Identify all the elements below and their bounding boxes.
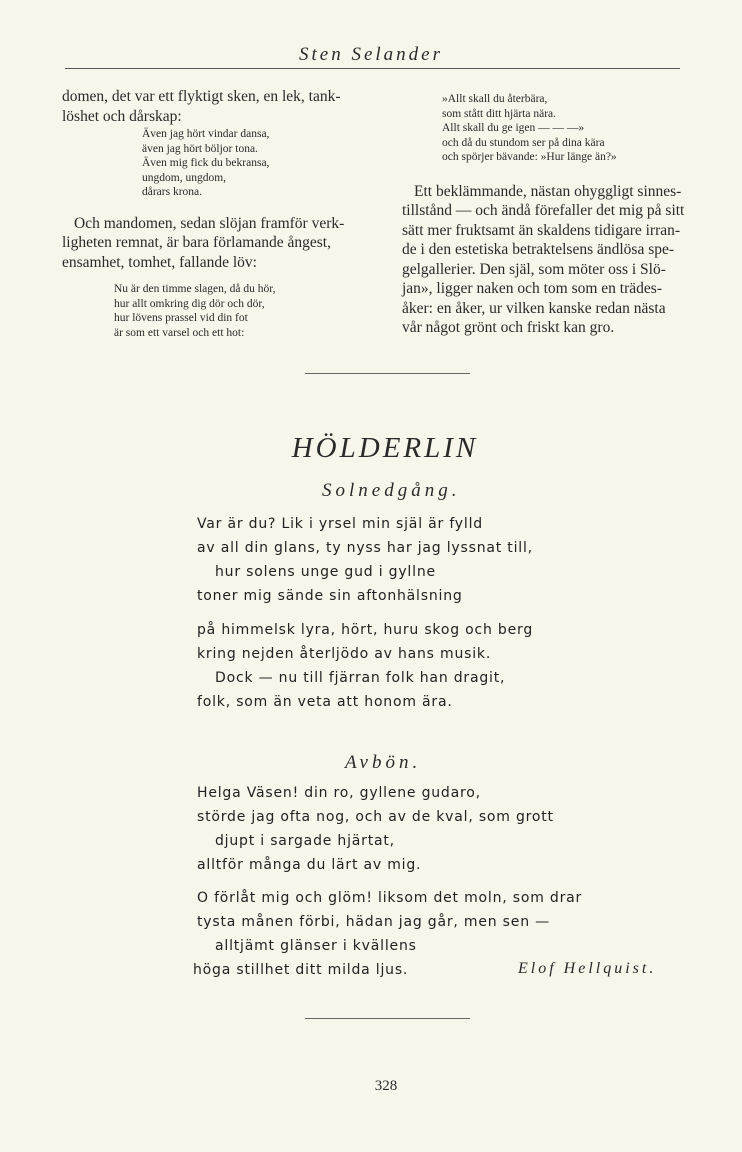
poem-line: alltför många du lärt av mig.: [197, 857, 422, 873]
verse-block: [142, 127, 387, 200]
poem-line: av all din glans, ty nyss har jag lyssnat till,: [197, 540, 533, 556]
verse-line: även jag hört böljor tona.: [142, 142, 258, 155]
text-line: vår något grönt och friskt kan gro.: [402, 319, 615, 336]
verse-block: [114, 282, 387, 340]
text-line: jan», ligger naken och tom som en trädes-: [402, 280, 662, 297]
poem-line: kring nejden återljödo av hans musik.: [197, 646, 492, 662]
text-line: löshet och dårskap:: [62, 107, 182, 125]
verse-line: Även mig fick du bekransa,: [142, 157, 270, 169]
poem-line: höga stillhet ditt milda ljus.: [193, 962, 409, 978]
poem-title: Solnedgång.: [322, 480, 461, 501]
poem-line: Dock — nu till fjärran folk han dragit,: [215, 670, 506, 686]
running-header: Sten Selander: [298, 44, 443, 65]
poem-line: folk, som än veta att honom ära.: [197, 694, 453, 710]
verse-line: som stått ditt hjärta nära.: [442, 107, 557, 120]
poem-line: O förlåt mig och glöm! liksom det moln, som drar: [197, 890, 583, 906]
text-line: Och mandomen, sedan slöjan framför verk-: [74, 214, 345, 232]
author-signature: Elof Hellquist.: [518, 960, 657, 977]
verse-line: och spörjer bävande: »Hur länge än?»: [442, 151, 617, 163]
poem-line: störde jag ofta nog, och av de kval, som grott: [197, 809, 554, 825]
verse-line: hur allt omkring dig dör och dör,: [114, 297, 265, 310]
section-divider: [305, 1018, 470, 1019]
page-number: 328: [374, 1078, 398, 1094]
text-line: ensamhet, tomhet, fallande löv:: [62, 253, 257, 271]
poem-line: toner mig sände sin aftonhälsning: [197, 588, 463, 604]
poem-line: Helga Väsen! din ro, gyllene gudaro,: [197, 785, 481, 801]
poem-line: hur solens unge gud i gyllne: [215, 564, 436, 580]
verse-line: Även jag hört vindar dansa,: [142, 128, 270, 140]
poem-line: tysta månen förbi, hädan jag går, men sen —: [197, 914, 550, 930]
verse-line: är som ett varsel och ett hot:: [114, 326, 245, 339]
poem-line: på himmelsk lyra, hört, huru skog och berg: [197, 622, 534, 638]
text-line: gelgallerier. Den själ, som möter oss i Slö-: [402, 260, 666, 278]
poem-line: djupt i sargade hjärtat,: [215, 833, 395, 849]
text-line: de i den estetiska betraktelsens ändlösa spe-: [402, 241, 675, 258]
section-title: HÖLDERLIN: [291, 432, 479, 464]
right-column: [402, 92, 738, 338]
verse-line: och då du stundom ser på dina kära: [442, 136, 605, 149]
verse-line: dårars krona.: [142, 186, 203, 198]
verse-block: [442, 92, 738, 165]
verse-line: hur lövens prassel vid din fot: [114, 312, 248, 324]
text-line: ligheten remnat, är bara förlamande ångest,: [62, 234, 331, 251]
poem-title: Avbön.: [345, 752, 422, 773]
text-line: domen, det var ett flyktigt sken, en lek, tank-: [62, 88, 341, 105]
verse-line: ungdom, ungdom,: [142, 171, 227, 184]
text-line: åker: en åker, ur vilken kanske redan nästa: [402, 299, 666, 317]
header-rule: [65, 68, 680, 69]
poem-line: Var är du? Lik i yrsel min själ är fylld: [197, 516, 483, 532]
verse-line: Allt skall du ge igen — — —»: [442, 122, 585, 134]
text-line: Ett beklämmande, nästan ohyggligt sinnes-: [414, 182, 682, 200]
left-column: [62, 87, 387, 340]
verse-line: Nu är den timme slagen, då du hör,: [114, 283, 276, 295]
verse-line: »Allt skall du återbära,: [442, 93, 548, 105]
section-divider: [305, 373, 470, 374]
text-line: sätt mer fruktsamt än skaldens tidigare irran-: [402, 221, 681, 239]
poem-line: alltjämt glänser i kvällens: [215, 938, 417, 954]
paragraph: [402, 182, 738, 338]
text-line: tillstånd — och ändå förefaller det mig på sitt: [402, 202, 685, 219]
